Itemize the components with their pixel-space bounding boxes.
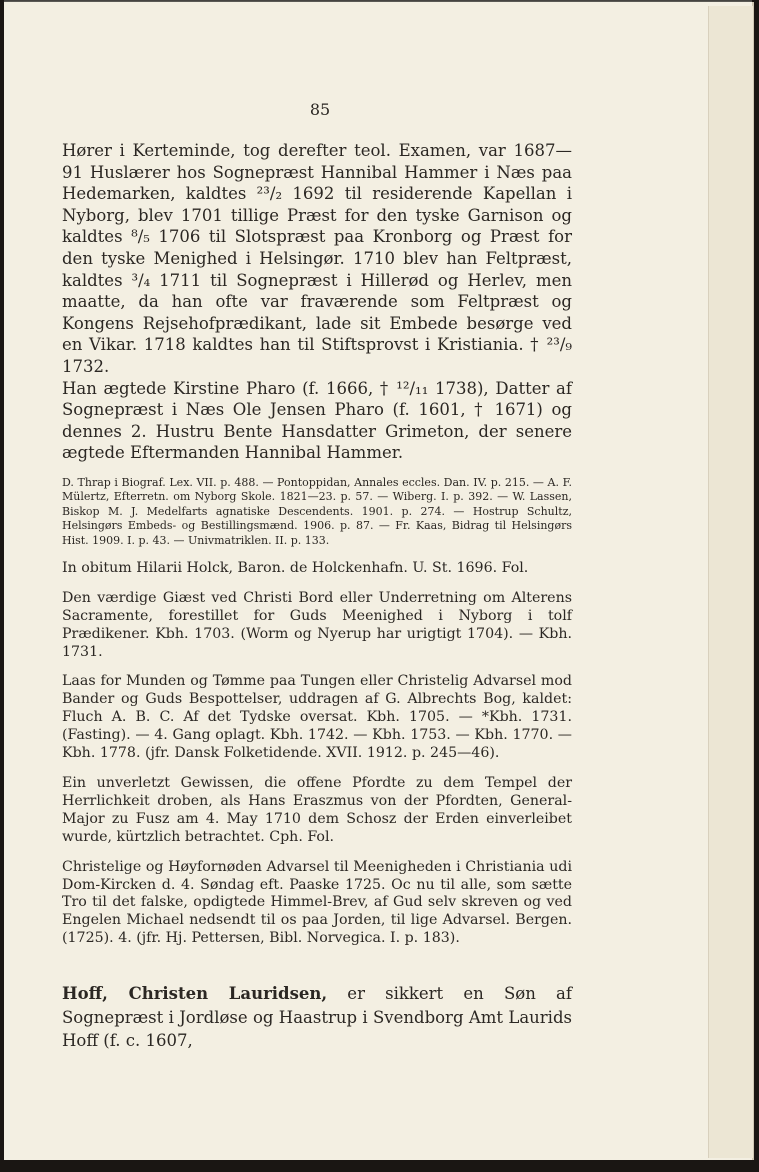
bibliography-item: Christelige og Høyfornøden Advarsel til Meenigheden i Christiania udi Dom-Kircken d. 4. Søndag eft. Paaske 1725. Oc nu til alle, som sætte Tro til det falske, opdigtede Himmel-Brev, af Gud selv skreven og ved Engelen Michael nedsendt til os paa Jorden, til lige Advarsel. Bergen. (1725). 4. (jfr. Hj. Pettersen, Bibl. Norvegica. I. p. 183). [62,858,572,947]
next-entry [62,982,572,1053]
text-column [62,140,572,1053]
bibliography-item: In obitum Hilarii Holck, Baron. de Holckenhafn. U. St. 1696. Fol. [62,559,529,576]
bibliography-item: Den værdige Giæst ved Christi Bord eller Underretning om Alterens Sacramente, forestillet for Guds Meenighed i Nyborg i tolf Prædikener. Kbh. 1703. (Worm og Nyerup har urigtigt 1704). — Kbh. 1731. [62,589,572,660]
entry-name: Hoff, Christen Lauridsen, [62,984,328,1004]
references-block: D. Thrap i Biograf. Lex. VII. p. 488. — Pontoppidan, Annales eccles. Dan. IV. p. 215. — A. F. Mülertz, Efterretn. om Nyborg Skole. 1821—23. p. 57. — Wiberg. I. p. 392. — W. Lassen, Biskop M. J. Medelfarts agnatiske Descendents. 1901. p. 274. — Hostrup Schultz, Helsingørs Embeds- og Bestillingsmænd. 1906. p. 87. — Fr. Kaas, Bidrag til Helsingørs Hist. 1909. I. p. 43. — Univmatriklen. II. p. 133. [62,475,572,547]
page-fold-strip [708,6,753,1158]
body-paragraph-2: Han ægtede Kirstine Pharo (f. 1666, † ¹²/₁₁ 1738), Datter af Sognepræst i Næs Ole Jensen Pharo (f. 1601, † 1671) og dennes 2. Hustru Bente Hansdatter Grimeton, der senere ægtede Eftermanden Hannibal Hammer. [62,378,572,463]
bibliography-item: Laas for Munden og Tømme paa Tungen eller Christelig Advarsel mod Bander og Guds Bespottelser, uddragen af G. Albrechts Bog, kaldet: Fluch A. B. C. Af det Tydske oversat. Kbh. 1705. — *Kbh. 1731. (Fasting). — 4. Gang oplagt. Kbh. 1742. — Kbh. 1753. — Kbh. 1770. — Kbh. 1778. (jfr. Dansk Folketidende. XVII. 1912. p. 245—46). [62,673,572,762]
page-number: 85 [309,100,331,119]
bibliography-item: Ein unverletzt Gewissen, die offene Pfordte zu dem Tempel der Herrlichkeit droben, als Hans Eraszmus von der Pfordten, General-Major zu Fusz am 4. May 1710 dem Schosz der Erden einverleibet wurde, kürtzlich betrachtet. Cph. Fol. [62,775,572,845]
entry-text: er sikkert en Søn af Sognepræst i Jordløse og Haastrup i Svendborg Amt Laurids Hoff (f. c. 1607, [62,984,572,1051]
body-paragraph-1: Hører i Kerteminde, tog derefter teol. Examen, var 1687—91 Huslærer hos Sognepræst Hannibal Hammer i Næs paa Hedemarken, kaldtes ²³/₂ 1692 til residerende Kapellan i Nyborg, blev 1701 tillige Præst for den tyske Garnison og kaldtes ⁸/₅ 1706 til Slotspræst paa Kronborg og Præst for den tyske Menighed i Helsingør. 1710 blev han Feltpræst, kaldtes ³/₄ 1711 til Sognepræst i Hillerød og Herlev, men maatte, da han ofte var fraværende som Feltpræst og Kongens Rejsehofprædikant, lade sit Embede besørge ved en Vikar. 1718 kaldtes han til Stiftsprovst i Kristiania. † ²³/₉ 1732. [62,141,572,376]
